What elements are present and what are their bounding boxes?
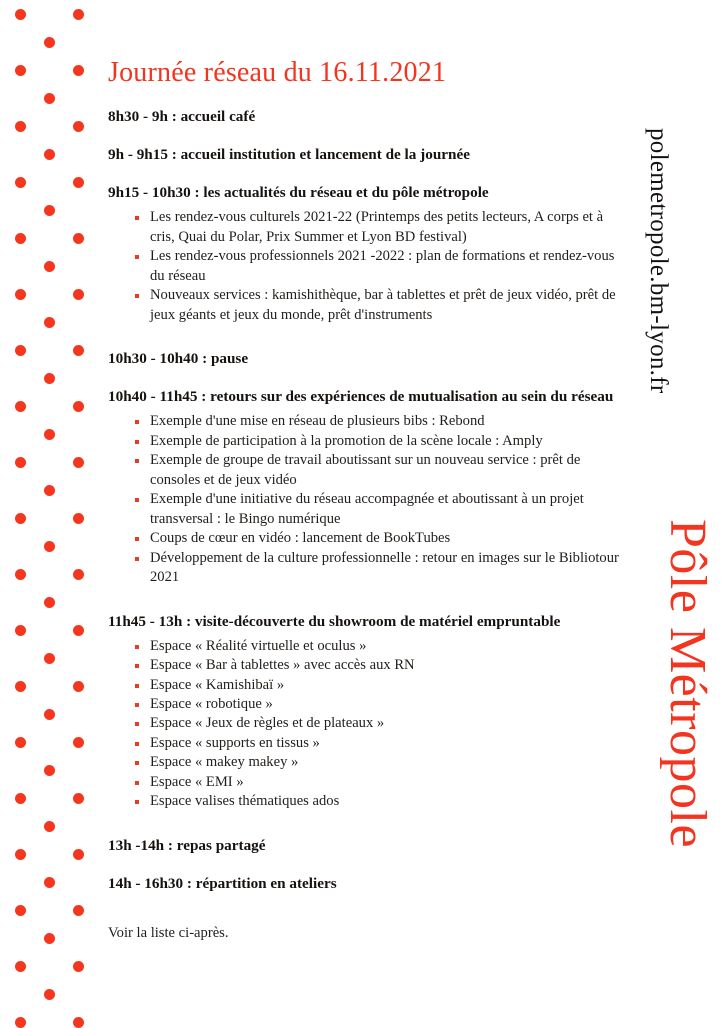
agenda-heading: 8h30 - 9h : accueil café: [108, 108, 256, 126]
spacer: [108, 812, 620, 836]
agenda-heading: 9h - 9h15 : accueil institution et lancement de la journée: [108, 146, 470, 164]
spacer: [108, 588, 620, 612]
decorative-dot: [73, 625, 84, 636]
brand-name-vertical: Pôle Métropole: [659, 519, 716, 849]
list-item: Espace « Jeux de règles et de plateaux »: [135, 714, 620, 733]
list-item: Les rendez-vous professionnels 2021 -2022 : plan de formations et rendez-vous du réseau: [135, 247, 620, 286]
decorative-dot: [73, 737, 84, 748]
agenda-block: [108, 387, 620, 587]
decorative-dot: [15, 177, 26, 188]
list-item: Nouveaux services : kamishithèque, bar à tablettes et prêt de jeux vidéo, prêt de jeux géants et jeux du monde, prêt d'instruments: [135, 286, 620, 325]
decorative-dot: [73, 681, 84, 692]
decorative-dot: [15, 569, 26, 580]
list-item: Espace valises thématiques ados: [135, 792, 620, 811]
decorative-dot: [73, 121, 84, 132]
list-item: Développement de la culture professionnelle : retour en images sur le Bibliotour 2021: [135, 549, 620, 588]
agenda-block: [108, 349, 620, 369]
agenda-bullet-list: [108, 637, 620, 812]
decorative-dot: [15, 65, 26, 76]
site-url-vertical[interactable]: polemetropole.bm-lyon.fr: [645, 128, 672, 394]
agenda-bullet-list: [108, 412, 620, 587]
decorative-dot-pattern: [0, 0, 100, 1024]
decorative-dot: [15, 401, 26, 412]
decorative-dot: [73, 345, 84, 356]
list-item: Exemple de groupe de travail aboutissant sur un nouveau service : prêt de consoles et de jeux vidéo: [135, 451, 620, 490]
decorative-dot: [73, 849, 84, 860]
agenda-block: [108, 612, 620, 812]
decorative-dot: [73, 569, 84, 580]
list-item: Espace « robotique »: [135, 695, 620, 714]
document-content: [108, 0, 620, 1024]
agenda-heading: 10h40 - 11h45 : retours sur des expériences de mutualisation au sein du réseau: [108, 388, 614, 406]
decorative-dot: [44, 933, 55, 944]
footer-note: Voir la liste ci-après.: [108, 924, 229, 941]
decorative-dot: [73, 65, 84, 76]
agenda-heading: 14h - 16h30 : répartition en ateliers: [108, 874, 337, 892]
decorative-dot: [44, 261, 55, 272]
decorative-dot: [73, 233, 84, 244]
decorative-dot: [44, 821, 55, 832]
decorative-dot: [44, 765, 55, 776]
agenda-block: [108, 183, 620, 325]
list-item: Exemple d'une initiative du réseau accompagnée et aboutissant à un projet transversal : le Bingo numérique: [135, 490, 620, 529]
decorative-dot: [44, 317, 55, 328]
agenda-heading: 10h30 - 10h40 : pause: [108, 350, 249, 368]
list-item: Exemple de participation à la promotion de la scène locale : Amply: [135, 432, 620, 451]
agenda-list: [108, 107, 620, 912]
decorative-dot: [44, 709, 55, 720]
spacer: [108, 894, 620, 912]
decorative-dot: [15, 1017, 26, 1028]
spacer: [108, 325, 620, 349]
decorative-dot: [44, 989, 55, 1000]
decorative-dot: [15, 345, 26, 356]
agenda-heading: 9h15 - 10h30 : les actualités du réseau et du pôle métropole: [108, 184, 489, 202]
list-item: Espace « Kamishibaï »: [135, 676, 620, 695]
spacer: [108, 127, 620, 145]
decorative-dot: [44, 877, 55, 888]
decorative-dot: [73, 177, 84, 188]
decorative-dot: [15, 625, 26, 636]
decorative-dot: [15, 681, 26, 692]
decorative-dot: [44, 485, 55, 496]
decorative-dot: [44, 597, 55, 608]
decorative-dot: [73, 401, 84, 412]
decorative-dot: [73, 9, 84, 20]
spacer: [108, 369, 620, 387]
decorative-dot: [15, 121, 26, 132]
decorative-dot: [44, 93, 55, 104]
decorative-dot: [44, 205, 55, 216]
decorative-dot: [15, 513, 26, 524]
list-item: Espace « makey makey »: [135, 753, 620, 772]
decorative-dot: [73, 1017, 84, 1028]
decorative-dot: [44, 149, 55, 160]
agenda-block: [108, 107, 620, 127]
decorative-dot: [44, 653, 55, 664]
agenda-heading: 13h -14h : repas partagé: [108, 836, 266, 854]
list-item: Exemple d'une mise en réseau de plusieurs bibs : Rebond: [135, 412, 620, 431]
decorative-dot: [15, 233, 26, 244]
decorative-dot: [44, 541, 55, 552]
decorative-dot: [73, 961, 84, 972]
decorative-dot: [73, 513, 84, 524]
decorative-dot: [73, 905, 84, 916]
page-title: Journée réseau du 16.11.2021: [108, 57, 447, 88]
list-item: Espace « EMI »: [135, 773, 620, 792]
decorative-dot: [73, 793, 84, 804]
decorative-dot: [15, 793, 26, 804]
agenda-block: [108, 836, 620, 856]
decorative-dot: [44, 373, 55, 384]
decorative-dot: [15, 737, 26, 748]
decorative-dot: [15, 849, 26, 860]
list-item: Les rendez-vous culturels 2021-22 (Printemps des petits lecteurs, A corps et à cris, Quai du Polar, Prix Summer et Lyon BD festival): [135, 208, 620, 247]
decorative-dot: [44, 429, 55, 440]
agenda-bullet-list: [108, 208, 620, 325]
list-item: Coups de cœur en vidéo : lancement de BookTubes: [135, 529, 620, 548]
decorative-dot: [15, 289, 26, 300]
decorative-dot: [15, 905, 26, 916]
spacer: [108, 856, 620, 874]
list-item: Espace « Bar à tablettes » avec accès aux RN: [135, 656, 620, 675]
decorative-dot: [73, 457, 84, 468]
decorative-dot: [15, 9, 26, 20]
spacer: [108, 165, 620, 183]
decorative-dot: [73, 289, 84, 300]
agenda-heading: 11h45 - 13h : visite-découverte du showroom de matériel empruntable: [108, 612, 561, 630]
list-item: Espace « Réalité virtuelle et oculus »: [135, 637, 620, 656]
decorative-dot: [15, 961, 26, 972]
decorative-dot: [44, 37, 55, 48]
agenda-block: [108, 874, 620, 894]
agenda-block: [108, 145, 620, 165]
decorative-dot: [15, 457, 26, 468]
list-item: Espace « supports en tissus »: [135, 734, 620, 753]
